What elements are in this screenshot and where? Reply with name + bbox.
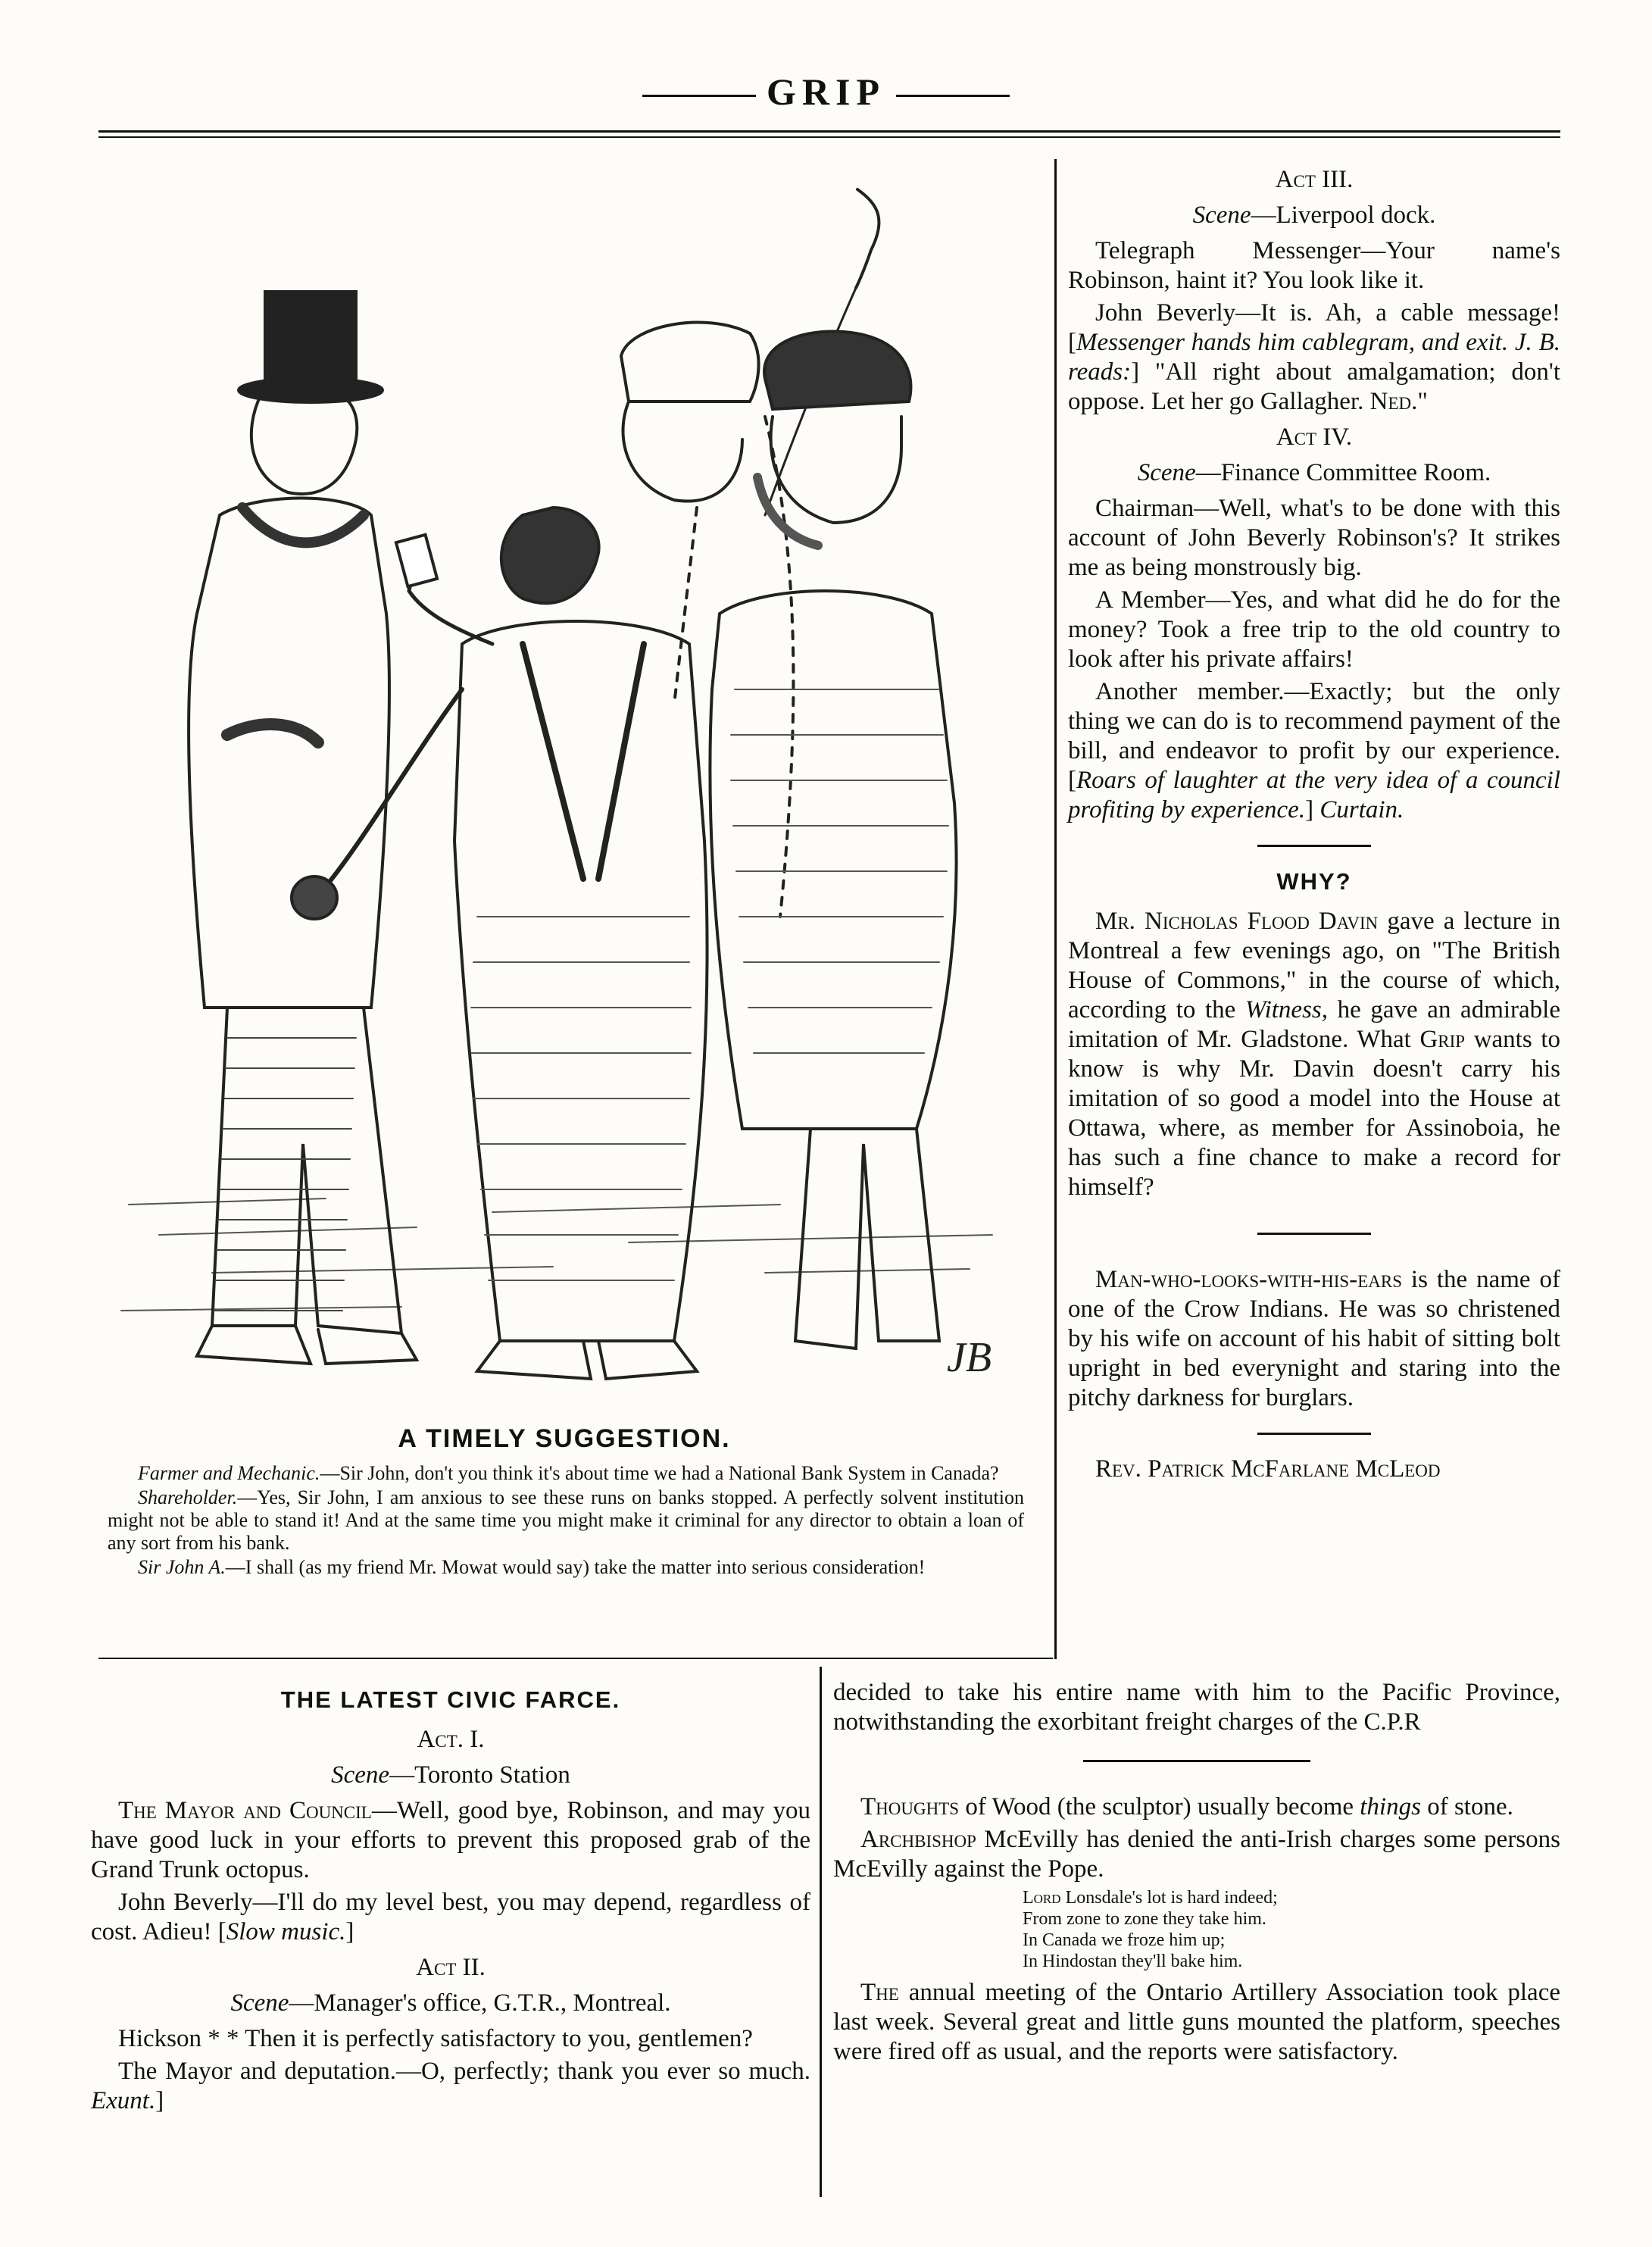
act2-para-1: Hickson * * Then it is perfectly satisfactory to you, gentlemen?	[118, 2025, 753, 2052]
act2-para-2: The Mayor and deputation.—O, perfectly; thank you ever so much. Exunt.]	[91, 2058, 810, 2114]
artist-signature: JB	[947, 1334, 992, 1381]
caption-line-1	[108, 1462, 1024, 1485]
figure-shareholder	[621, 323, 793, 917]
act4-heading: Act IV.	[1276, 423, 1353, 451]
act1-heading: Act. I.	[417, 1726, 485, 1753]
crow-para: Man-who-looks-with-his-ears is the name of one of the Crow Indians. He was so christened by his wife on account of his habit of sitting bolt upright in bed everynight and staring into the pitchy darkness for burglars.	[1068, 1266, 1560, 1411]
illustration-bottom-rule	[98, 1658, 1053, 1659]
act3-scene: Scene—Liverpool dock.	[1192, 202, 1436, 229]
poem-line-2: From zone to zone they take him.	[1023, 1909, 1266, 1929]
artillery-para: The annual meeting of the Ontario Artillery Association took place last week. Several great and little guns mounted the platform, speeches were fired off as usual, and the reports were satisfactory.	[833, 1979, 1560, 2065]
right-bottom-column	[833, 1678, 1560, 2070]
caption-line-2	[108, 1486, 1024, 1555]
act1-para-1: The Mayor and Council—Well, good bye, Robinson, and may you have good luck in your efforts to prevent this proposed grab of the Grand Trunk octopus.	[91, 1797, 811, 1883]
masthead-rule-right	[896, 95, 1010, 97]
wood-para: Thoughts of Wood (the sculptor) usually become things of stone.	[860, 1793, 1513, 1820]
figure-mechanic	[292, 508, 707, 1379]
cartoon-title: A TIMELY SUGGESTION.	[398, 1424, 731, 1453]
caption-speaker: Shareholder.	[138, 1486, 238, 1508]
farce-heading: THE LATEST CIVIC FARCE.	[280, 1686, 621, 1713]
mcleod-para: decided to take his entire name with him to the Pacific Province, notwithstanding the exorbitant freight charges of the C.P.R	[833, 1679, 1560, 1736]
act4-para-3: Another member.—Exactly; but the only thing we can do is to recommend payment of the bill, and endeavor to profit by our experience. [Roars of laughter at the very idea of a council profiting by experience.] Curtain.	[1068, 678, 1560, 823]
caption-speaker: Sir John A.	[138, 1556, 226, 1578]
header-rule-bottom	[98, 136, 1560, 138]
cartoon-caption	[108, 1462, 1024, 1580]
poem-line-4: In Hindostan they'll bake him.	[1023, 1952, 1243, 1971]
separator	[1257, 1233, 1371, 1235]
separator	[1257, 1433, 1371, 1435]
caption-text: —Yes, Sir John, I am anxious to see these runs on banks stopped. A perfectly solvent institution might not be able to stand it! And at the same time you might make it criminal for any director to obtain a loan of any sort from his bank.	[108, 1486, 1024, 1554]
mcleod-lead: Rev. Patrick McFarlane McLeod	[1095, 1455, 1441, 1483]
poem-line-1: Lord Lonsdale's lot is hard indeed;	[1023, 1888, 1278, 1908]
figure-sir-john	[189, 292, 417, 1364]
act3-heading: Act III.	[1275, 166, 1354, 193]
cartoon-illustration	[98, 159, 1030, 1409]
act3-para-1: Telegraph Messenger—Your name's Robinson, haint it? You look like it.	[1068, 237, 1560, 294]
why-para: Mr. Nicholas Flood Davin gave a lecture in Montreal a few evenings ago, on "The British House of Commons," in the course of which, according to the Witness, he gave an admirable imitation of Mr. Gladstone. What Grip wants to know is why Mr. Davin doesn't carry his imitation of so good a model into the House at Ottawa, where, as member for Assinoboia, he has such a fine chance to make a record for himself?	[1068, 908, 1560, 1201]
mcevilly-para: Archbishop McEvilly has denied the anti-Irish charges some persons McEvilly against the Pope.	[833, 1826, 1560, 1883]
caption-speaker: Farmer and Mechanic.	[138, 1462, 320, 1484]
left-bottom-column	[91, 1674, 810, 2119]
act1-para-2: John Beverly—I'll do my level best, you may depend, regardless of cost. Adieu! [Slow music.]	[91, 1889, 810, 1945]
act2-heading: Act II.	[416, 1954, 486, 1981]
column-rule-bottom	[820, 1667, 822, 2197]
act3-para-2: John Beverly—It is. Ah, a cable message! [Messenger hands him cablegram, and exit. J. B. reads:] "All right about amalgamation; don't oppose. Let her go Gallagher. Ned."	[1068, 299, 1560, 415]
figure-fur-hat	[710, 332, 956, 1349]
act1-scene: Scene—Toronto Station	[331, 1761, 570, 1789]
right-column	[1068, 159, 1560, 1487]
separator	[1083, 1760, 1310, 1762]
masthead-title: GRIP	[767, 70, 885, 113]
masthead	[0, 70, 1652, 114]
caption-text: —I shall (as my friend Mr. Mowat would say) take the matter into serious consideration!	[225, 1556, 926, 1578]
lonsdale-poem	[1023, 1887, 1560, 1972]
act4-para-2: A Member—Yes, and what did he do for the money? Took a free trip to the old country to look after his private affairs!	[1068, 586, 1560, 673]
column-rule-right	[1054, 159, 1057, 1659]
act4-scene: Scene—Finance Committee Room.	[1137, 459, 1491, 486]
caption-text: —Sir John, don't you think it's about time we had a National Bank System in Canada?	[320, 1462, 999, 1484]
header-rule-top	[98, 130, 1560, 133]
separator	[1257, 845, 1371, 847]
masthead-rule-left	[642, 95, 756, 97]
caption-line-3	[108, 1556, 1024, 1579]
act4-para-1: Chairman—Well, what's to be done with this account of John Beverly Robinson's? It strikes me as being monstrously big.	[1068, 495, 1560, 581]
why-heading: WHY?	[1276, 868, 1352, 895]
act2-scene: Scene—Manager's office, G.T.R., Montreal.	[230, 1989, 671, 2017]
poem-line-3: In Canada we froze him up;	[1023, 1930, 1226, 1950]
